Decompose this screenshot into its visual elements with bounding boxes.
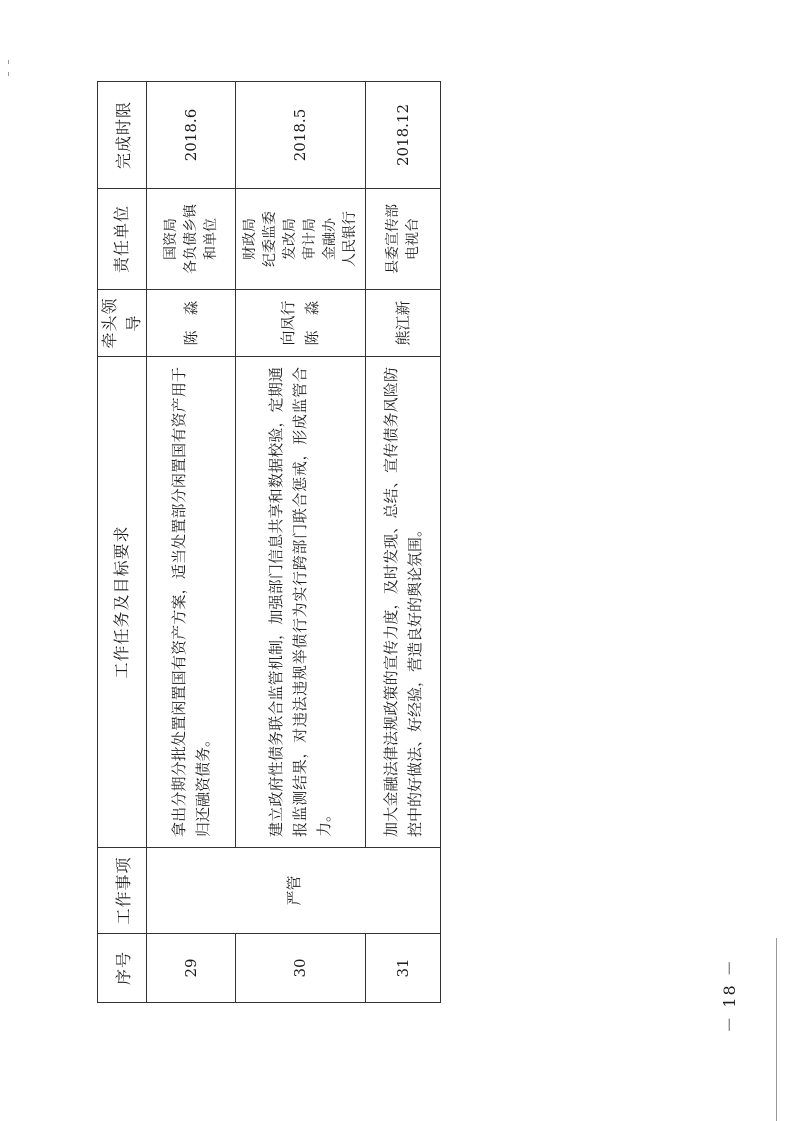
row-number: 29 — [147, 934, 236, 1003]
unit-name: 各负债乡镇 — [182, 204, 199, 274]
lead-name: 陈 淼 — [303, 300, 322, 346]
unit-name: 人民银行 — [342, 211, 359, 267]
row-category: 严管 — [147, 848, 441, 934]
page-number-text: － 18 － — [719, 957, 739, 1033]
unit-name: 金融办 — [322, 218, 339, 260]
row-lead — [235, 290, 365, 357]
table-header-row — [98, 82, 147, 1003]
row-deadline: 2018.12 — [365, 82, 440, 189]
row-number: 31 — [365, 934, 440, 1003]
row-unit — [235, 189, 365, 290]
lead-name: 熊江新 — [393, 300, 412, 346]
header-number: 序号 — [98, 934, 147, 1003]
row-task: 加大金融法律法规政策的宣传力度，及时发现、总结、宣传债务风险防控中的好做法、好经验，营造良好的舆论氛围。 — [365, 357, 440, 848]
row-task: 拿出分期分批处置闲置国有资产方案，适当处置部分闲置国有资产用于归还融资债务。 — [147, 357, 236, 848]
header-task: 工作任务及目标要求 — [98, 357, 147, 848]
row-lead — [147, 290, 236, 357]
row-unit — [365, 189, 440, 290]
unit-name: 审计局 — [302, 218, 319, 260]
unit-name: 发改局 — [282, 218, 299, 260]
row-deadline: 2018.6 — [147, 82, 236, 189]
unit-name: 纪委监委 — [262, 211, 279, 267]
header-deadline: 完成时限 — [98, 82, 147, 189]
task-table — [97, 81, 441, 1003]
unit-name: 财政局 — [242, 218, 259, 260]
row-task: 建立政府性债务联合监管机制，加强部门信息共享和数据校验，定期通报监测结果，对违法违规举债行为实行跨部门联合惩戒，形成监管合力。 — [235, 357, 365, 848]
unit-name: 电视台 — [404, 218, 421, 260]
row-lead — [365, 290, 440, 357]
header-category: 工作事项 — [98, 848, 147, 934]
lead-name: 向凤行 — [279, 300, 298, 346]
row-deadline: 2018.5 — [235, 82, 365, 189]
unit-name: 县委宣传部 — [384, 204, 401, 274]
page-number — [698, 940, 758, 1050]
header-unit: 责任单位 — [98, 189, 147, 290]
row-unit — [147, 189, 236, 290]
unit-name: 和单位 — [202, 218, 219, 260]
unit-name: 国资局 — [162, 218, 179, 260]
table-row — [147, 82, 236, 1003]
lead-name: 陈 淼 — [181, 300, 200, 346]
row-number: 30 — [235, 934, 365, 1003]
header-lead: 牵头领导 — [98, 290, 147, 357]
